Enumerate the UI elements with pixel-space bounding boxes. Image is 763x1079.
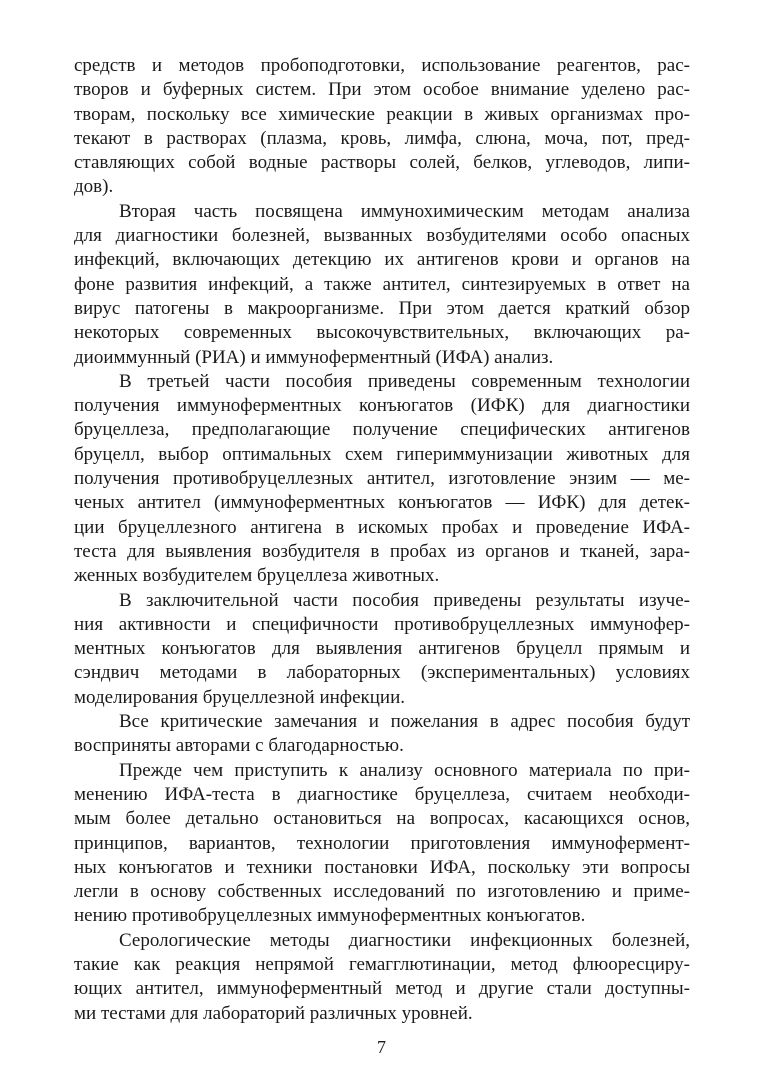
text-line: для диагностики болезней, вызванных возбудителями особо опасных	[74, 225, 690, 247]
text-line: женных возбудителем бруцеллеза животных.	[74, 565, 440, 587]
text-line: легли в основу собственных исследований по изготовлению и приме-	[74, 881, 690, 903]
text-line: средств и методов пробоподготовки, использование реагентов, рас-	[74, 55, 690, 76]
text-line: ции бруцеллезного антигена в искомых пробах и проведение ИФА-	[74, 516, 690, 538]
text-line: инфекций, включающих детекцию их антигенов крови и органов на	[74, 249, 690, 271]
text-line: текают в растворах (плазма, кровь, лимфа, слюна, моча, пот, пред-	[74, 127, 690, 149]
text-line: восприняты авторами с благодарностью.	[74, 735, 404, 757]
text-line: некоторых современных высокочувствительных, включающих ра-	[74, 322, 690, 344]
text-line: принципов, вариантов, технологии приготовления иммунофермент-	[74, 832, 690, 854]
text-line: ных конъюгатов и техники постановки ИФА, поскольку эти вопросы	[74, 856, 690, 878]
page-number: 7	[377, 1037, 386, 1057]
text-line: моделирования бруцеллезной инфекции.	[74, 686, 406, 708]
paragraph-6	[74, 759, 690, 929]
text-line: В заключительной части пособия приведены результаты изуче-	[119, 589, 690, 611]
text-line: ставляющих собой водные растворы солей, белков, углеводов, липи-	[74, 152, 690, 174]
text-line: Серологические методы диагностики инфекционных болезней,	[119, 929, 690, 951]
paragraph-7	[74, 929, 690, 1026]
text-line: бруцелл, выбор оптимальных схем гипериммунизации животных для	[74, 443, 690, 465]
text-line: Прежде чем приступить к анализу основного материала по при-	[119, 759, 690, 781]
paragraph-5	[74, 710, 690, 759]
text-line: получения противобруцеллезных антител, изготовление энзим — ме-	[74, 468, 690, 490]
text-line: дов).	[74, 176, 114, 198]
text-line: ментных конъюгатов для выявления антигенов бруцелл прямым и	[74, 638, 690, 660]
text-line: Вторая часть посвящена иммунохимическим методам анализа	[119, 200, 690, 222]
text-line: нению противобруцеллезных иммуноферментных конъюгатов.	[74, 905, 586, 927]
text-line: бруцеллеза, предполагающие получение специфических антигенов	[74, 419, 690, 441]
text-line: Все критические замечания и пожелания в адрес пособия будут	[119, 711, 690, 733]
text-line: такие как реакция непрямой гемагглютинации, метод флюоресциру-	[74, 953, 690, 975]
text-line: творов и буферных систем. При этом особое внимание уделено рас-	[74, 79, 690, 101]
paragraph-3	[74, 370, 690, 589]
text-line: сэндвич методами в лабораторных (экспериментальных) условиях	[74, 662, 690, 684]
text-line: В третьей части пособия приведены современным технологии	[119, 370, 690, 392]
text-line: фоне развития инфекций, а также антител, синтезируемых в ответ на	[74, 273, 690, 295]
text-line: ния активности и специфичности противобруцеллезных иммунофер-	[74, 613, 690, 635]
paragraph-1	[74, 54, 690, 200]
text-line: диоиммунный (РИА) и иммуноферментный (ИФА) анализ.	[74, 346, 554, 368]
paragraph-4	[74, 589, 690, 710]
text-line: ющих антител, иммуноферментный метод и другие стали доступны-	[74, 978, 690, 1000]
text-line: вирус патогены в макроорганизме. При этом дается краткий обзор	[74, 297, 690, 319]
text-line: ми тестами для лабораторий различных уровней.	[74, 1002, 473, 1024]
body-text	[74, 54, 690, 1026]
text-line: мым более детально остановиться на вопросах, касающихся основ,	[74, 808, 690, 830]
text-line: творам, поскольку все химические реакции в живых организмах про-	[74, 103, 690, 125]
text-line: ченых антител (иммуноферментных конъюгатов — ИФК) для детек-	[74, 492, 690, 514]
text-line: теста для выявления возбудителя в пробах из органов и тканей, зара-	[74, 540, 690, 562]
paragraph-2	[74, 200, 690, 370]
text-line: получения иммуноферментных конъюгатов (ИФК) для диагностики	[74, 395, 690, 417]
text-line: менению ИФА-теста в диагностике бруцеллеза, считаем необходи-	[74, 783, 690, 805]
